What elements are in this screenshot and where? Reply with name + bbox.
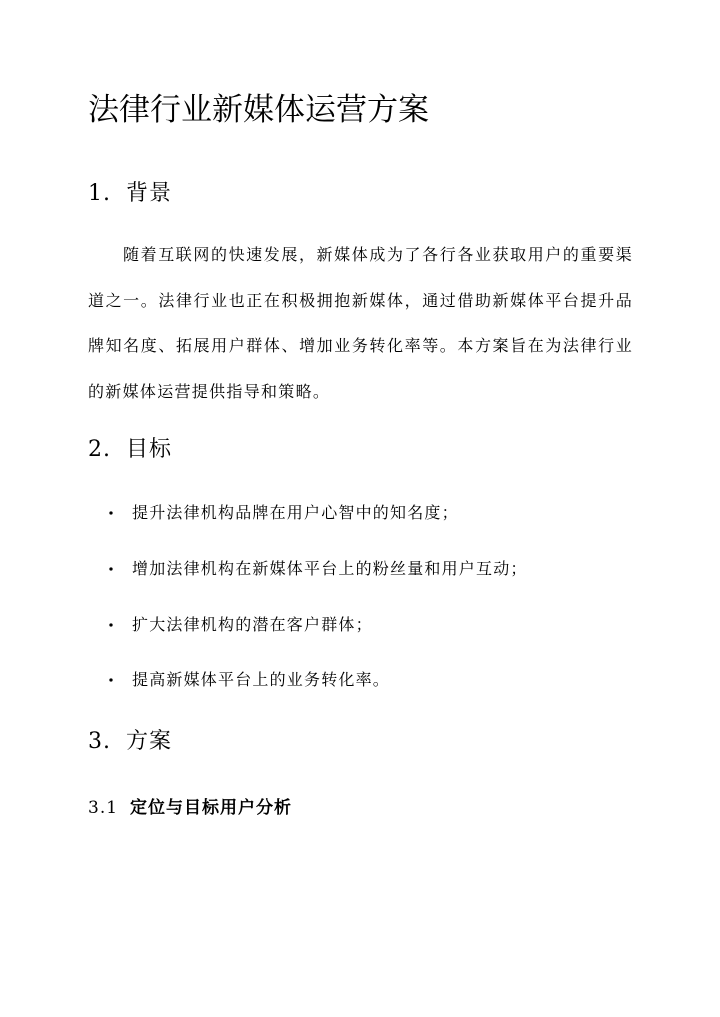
- section-number: 2.: [88, 437, 111, 462]
- bullet-icon: [109, 511, 112, 514]
- goal-list-item: [108, 500, 459, 523]
- section-number: 1.: [88, 181, 111, 206]
- goal-text: 提升法律机构品牌在用户心智中的知名度；: [132, 503, 459, 522]
- subsection-title: 定位与目标用户分析: [130, 798, 292, 818]
- goal-list-item: [108, 556, 528, 579]
- goal-text: 提高新媒体平台上的业务转化率。: [132, 670, 391, 689]
- goal-list-item: [108, 667, 390, 690]
- subsection-number: 3.1: [88, 798, 119, 818]
- bullet-icon: [109, 678, 112, 681]
- goal-text: 扩大法律机构的潜在客户群体；: [132, 615, 373, 634]
- bullet-icon: [109, 623, 112, 626]
- section-heading-goals: [88, 432, 172, 463]
- section-heading-plan: [88, 724, 172, 755]
- section-title: 方案: [126, 729, 173, 754]
- goal-text: 增加法律机构在新媒体平台上的粉丝量和用户互动；: [132, 559, 528, 578]
- document-title: 法律行业新媒体运营方案: [88, 92, 429, 128]
- subsection-heading-positioning: [88, 793, 292, 818]
- bullet-icon: [109, 567, 112, 570]
- section-title: 背景: [126, 181, 173, 206]
- section-number: 3.: [88, 729, 111, 754]
- section-title: 目标: [126, 437, 173, 462]
- goal-list-item: [108, 612, 373, 635]
- background-paragraph: 随着互联网的快速发展，新媒体成为了各行各业获取用户的重要渠道之一。法律行业也正在积极拥抱新媒体，通过借助新媒体平台提升品牌知名度、拓展用户群体、增加业务转化率等。本方案旨在为法律行业的新媒体运营提供指导和策略。: [88, 245, 633, 401]
- section-heading-background: [88, 176, 172, 207]
